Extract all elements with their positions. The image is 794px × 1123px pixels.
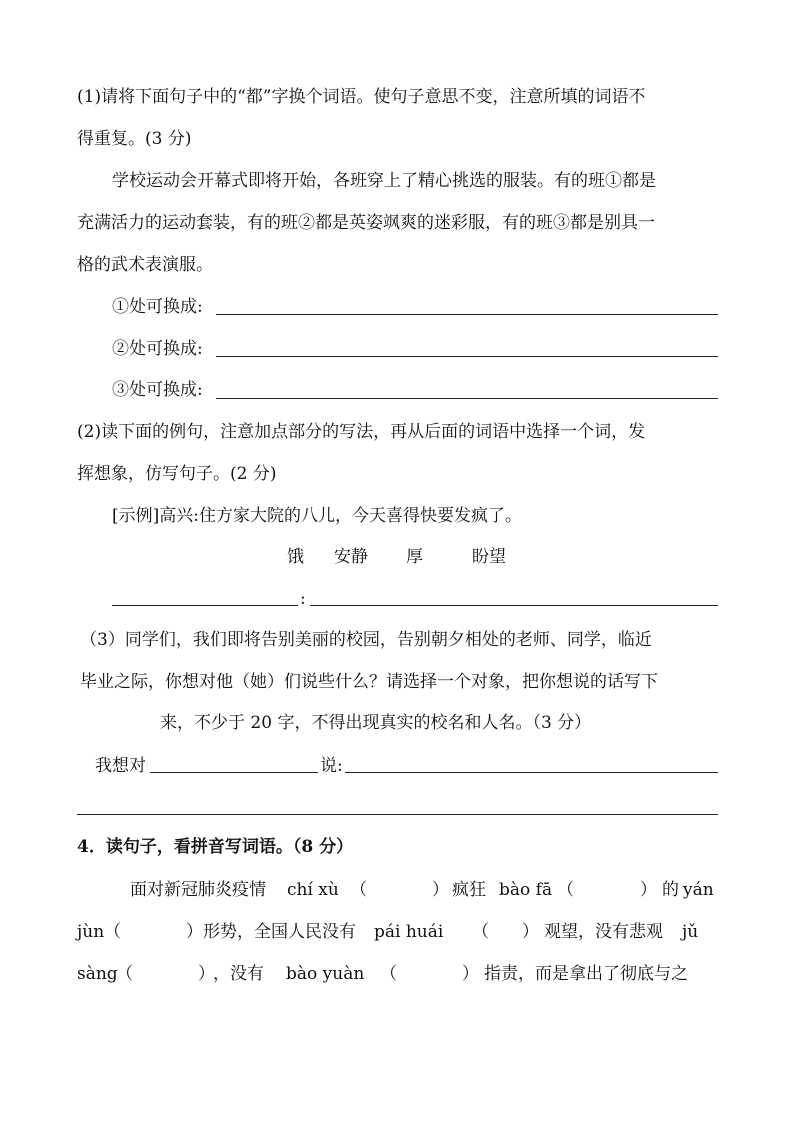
q4-blank-6-open: （ xyxy=(380,964,397,984)
q4-blank-4-open: （ xyxy=(472,922,489,942)
q4-blank-2-open: （ xyxy=(557,880,574,900)
q2-word-blank[interactable] xyxy=(112,604,298,606)
q1-instruction-line2: 得重复。(3 分) xyxy=(77,129,192,149)
q3-label-to: 我想对 xyxy=(95,756,146,776)
q4-pinyin-baofa: bào fā xyxy=(499,880,553,900)
q4-blank-5-open: （ xyxy=(116,964,133,984)
q1-answer-label-2: ②处可换成: xyxy=(112,339,203,359)
q4-text-2b: 观望，没有悲观 xyxy=(544,922,663,942)
q2-instruction-line2: 挥想象，仿写句子。(2 分) xyxy=(77,464,277,484)
q3-instruction-line3: 来，不少于 20 字，不得出现真实的校名和人名。（3 分） xyxy=(160,713,592,733)
q4-text-1b: 疯狂 xyxy=(452,880,486,900)
q1-passage-line2: 充满活力的运动套装，有的班②都是英姿飒爽的迷彩服，有的班③都是别具一 xyxy=(77,213,655,233)
q3-label-say: 说: xyxy=(320,756,343,776)
q1-passage-line1: 学校运动会开幕式即将开始，各班穿上了精心挑选的服装。有的班①都是 xyxy=(112,171,656,191)
q4-blank-1-close: ） xyxy=(432,880,449,900)
q4-pinyin-yan: yán xyxy=(683,880,714,900)
q2-word-1: 饿 xyxy=(287,547,304,567)
q3-instruction-line1: （3）同学们，我们即将告别美丽的校园，告别朝夕相处的老师、同学，临近 xyxy=(80,630,652,650)
q4-text-3a: ，没有 xyxy=(213,964,264,984)
q1-instruction-line1: (1)请将下面句子中的“都”字换个词语。使句子意思不变，注意所填的词语不 xyxy=(77,87,646,107)
q2-word-4: 盼望 xyxy=(472,547,506,567)
q3-recipient-blank[interactable] xyxy=(150,771,318,773)
q1-passage-line3: 格的武术表演服。 xyxy=(77,255,213,275)
q3-instruction-line2: 毕业之际，你想对他（她）们说些什么？请选择一个对象，把你想说的话写下 xyxy=(80,672,658,692)
q2-instruction-line1: (2)读下面的例句，注意加点部分的写法，再从后面的词语中选择一个词，发 xyxy=(77,422,646,442)
q4-pinyin-chixu: chí xù xyxy=(287,880,339,900)
q4-text-3b: 指责，而是拿出了彻底与之 xyxy=(484,964,688,984)
q4-blank-1-open: （ xyxy=(350,880,367,900)
q4-blank-3-open: （ xyxy=(104,922,121,942)
q2-example: [示例]高兴:住方家大院的八儿，今天喜得快要发疯了。 xyxy=(112,506,522,526)
q4-blank-4-close: ） xyxy=(522,922,539,942)
q4-blank-2-close: ） xyxy=(640,880,657,900)
q4-pinyin-jun: jùn xyxy=(77,922,105,942)
q4-blank-3-close: ） xyxy=(186,922,203,942)
q4-pinyin-ju: jǔ xyxy=(682,922,699,942)
q1-answer-blank-1[interactable] xyxy=(216,313,718,315)
q4-pinyin-sang: sàng xyxy=(77,964,118,984)
q1-answer-blank-2[interactable] xyxy=(216,355,718,357)
q4-blank-6-close: ） xyxy=(462,964,479,984)
q2-word-3: 厚 xyxy=(406,547,423,567)
q3-message-blank-2[interactable] xyxy=(77,813,718,815)
q1-answer-blank-3[interactable] xyxy=(216,397,718,399)
q4-blank-5-close: ） xyxy=(198,964,215,984)
q4-text-1a: 面对新冠肺炎疫情 xyxy=(130,880,266,900)
q3-message-blank-1[interactable] xyxy=(345,771,718,773)
q1-answer-label-1: ①处可换成: xyxy=(112,297,203,317)
q4-text-1c: 的 xyxy=(662,880,679,900)
q2-sentence-blank[interactable] xyxy=(310,604,718,606)
q1-answer-label-3: ③处可换成: xyxy=(112,380,203,400)
q4-title: 4．读句子，看拼音写词语。（8 分） xyxy=(77,837,354,857)
q4-pinyin-paihuai: pái huái xyxy=(374,922,444,942)
q4-text-2a: 形势，全国人民没有 xyxy=(203,922,356,942)
q4-pinyin-baoyuan: bào yuàn xyxy=(286,964,365,984)
q2-colon: : xyxy=(300,589,306,609)
q2-word-2: 安静 xyxy=(334,547,368,567)
